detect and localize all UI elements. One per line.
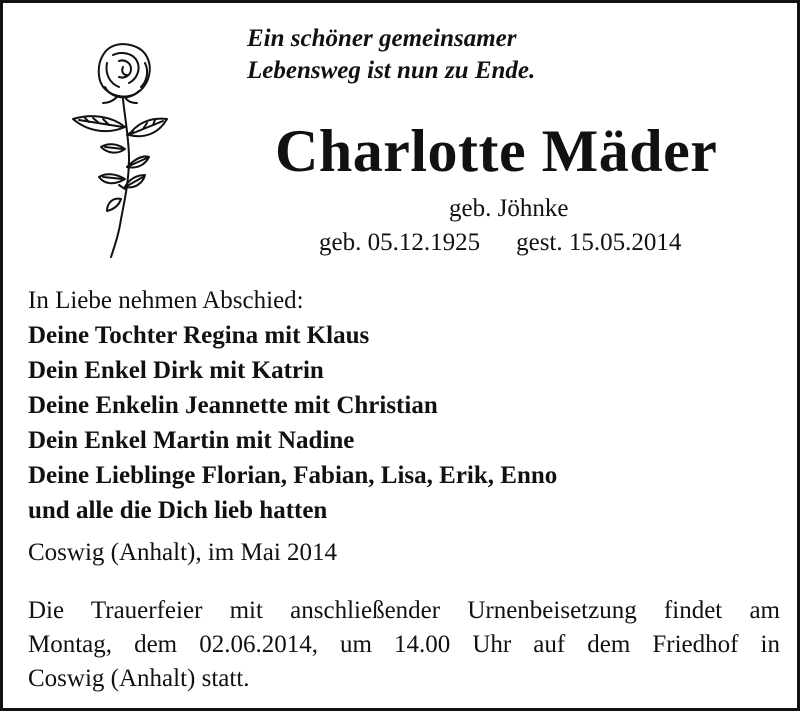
mourner-line: Deine Lieblinge Florian, Fabian, Lisa, Erik, Enno <box>28 462 558 489</box>
maiden-name: geb. Jöhnke <box>449 195 569 222</box>
place-and-date: Coswig (Anhalt), im Mai 2014 <box>28 539 338 566</box>
service-line-3: Coswig (Anhalt) statt. <box>28 665 250 692</box>
life-dates <box>319 227 681 259</box>
mourner-line: Deine Tochter Regina mit Klaus <box>28 322 370 349</box>
service-line-2: Montag, dem 02.06.2014, um 14.00 Uhr auf dem Friedhof in <box>28 631 780 658</box>
mourner-line: und alle die Dich lieb hatten <box>28 497 328 524</box>
funeral-service-info <box>28 594 780 696</box>
mourners-intro: In Liebe nehmen Abschied: <box>28 287 304 314</box>
mourner-line: Dein Enkel Martin mit Nadine <box>28 427 355 454</box>
mourner-line: Deine Enkelin Jeannette mit Christian <box>28 392 438 419</box>
deceased-name: Charlotte Mäder <box>275 118 718 184</box>
birth-date: geb. 05.12.1925 <box>319 229 481 256</box>
mourners-list <box>28 283 557 528</box>
mourner-line: Dein Enkel Dirk mit Katrin <box>28 357 324 384</box>
rose-icon <box>63 39 173 261</box>
death-date: gest. 15.05.2014 <box>516 229 682 256</box>
motto-line-2: Lebensweg ist nun zu Ende. <box>247 57 536 84</box>
service-line-1: Die Trauerfeier mit anschließender Urnenbeisetzung findet am <box>28 597 780 624</box>
motto-line-1: Ein schöner gemeinsamer <box>247 25 517 52</box>
motto <box>247 23 535 87</box>
